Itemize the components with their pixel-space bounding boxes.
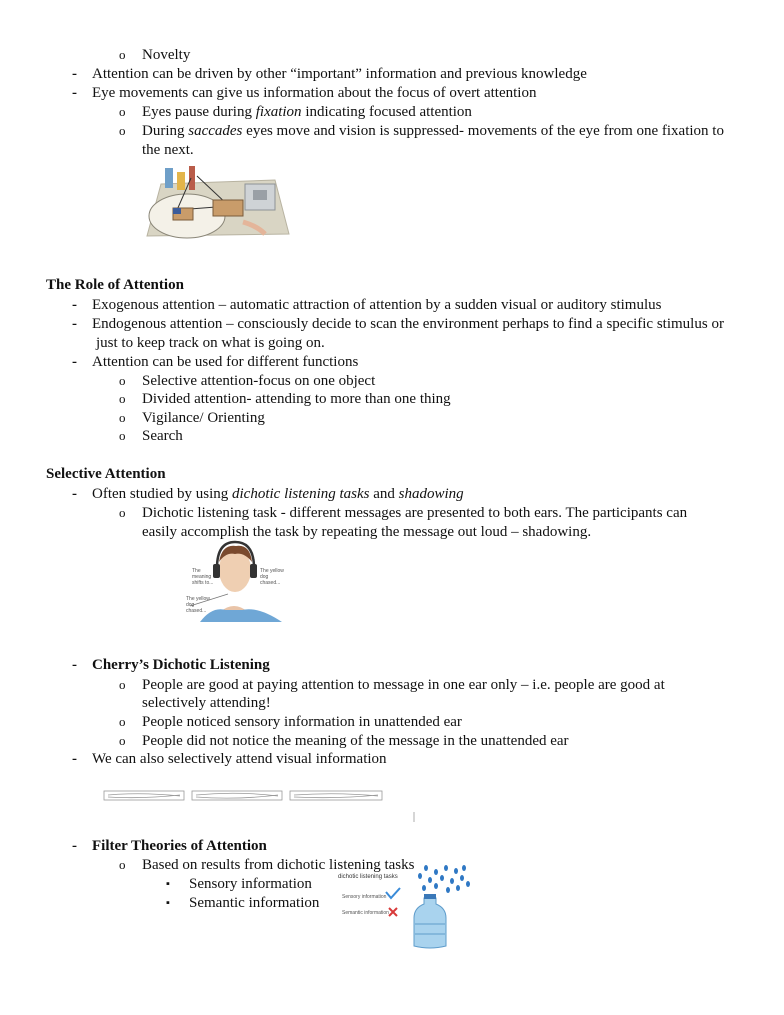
bullet-eye-movements: - Eye movements can give us information about the focus of overt attention (72, 85, 537, 101)
list-item-saccades: o During saccades eyes move and vision is suppressed- movements of the eye from one fixation to (119, 123, 724, 139)
fig-label-left-bottom: The yellow dog chased... (186, 596, 210, 614)
bullet-endogenous-cont: just to keep track on what is going on. (96, 335, 325, 351)
list-item-filter-basis: o Based on results from dichotic listening tasks (119, 857, 415, 873)
x-mark-icon (389, 908, 397, 916)
checkmark-icon (386, 888, 400, 898)
list-item-function: o Divided attention- attending to more than one thing (119, 391, 451, 407)
bullet-visual-information: - We can also selectively attend visual information (72, 751, 387, 767)
bullet-driven-by-knowledge: - Attention can be driven by other “important” information and previous knowledge (72, 66, 587, 82)
heading-selective-attention: Selective Attention (46, 466, 166, 482)
list-item-dichotic-task-cont: easily accomplish the task by repeating the message out loud – shadowing. (142, 524, 592, 540)
bullet-dichotic-shadowing: - Often studied by using dichotic listening tasks and shadowing (72, 486, 464, 502)
list-item-dichotic-task: o Dichotic listening task - different messages are presented to both ears. The participants can (119, 505, 688, 521)
list-item-cherry-finding: o People noticed sensory information in unattended ear (119, 714, 462, 730)
list-item-fixation: o Eyes pause during fixation indicating focused attention (119, 104, 472, 120)
water-bottle-drops-icon (336, 862, 476, 952)
fig-label-left-top: The meaning shifts to... (192, 568, 214, 586)
fig-sensory-label: Sensory information (342, 894, 387, 900)
bullet-cherry-heading: - Cherry’s Dichotic Listening (72, 657, 270, 673)
bullet-exogenous: - Exogenous attention – automatic attraction of attention by a sudden visual or auditory stimulus (72, 297, 662, 313)
list-item-function: o Search (119, 428, 183, 444)
filter-theory-illustration (336, 862, 476, 952)
list-item-cherry-finding: o People did not notice the meaning of the message in the unattended ear (119, 733, 569, 749)
list-item-cherry-finding-cont: selectively attending! (142, 695, 271, 711)
visual-stimuli-strip (102, 788, 420, 824)
fig-semantic-label: Semantic information (342, 910, 389, 916)
fig-title: dichotic listening tasks (338, 874, 398, 880)
list-item-saccades-cont: the next. (142, 142, 194, 158)
dichotic-listening-illustration (182, 540, 287, 622)
list-item-function: o Vigilance/ Orienting (119, 410, 265, 426)
bullet-endogenous: - Endogenous attention – consciously decide to scan the environment perhaps to find a specific stimulus or (72, 316, 724, 332)
list-item-cherry-finding: o People are good at paying attention to message in one ear only – i.e. people are good at (119, 677, 665, 693)
bullet-functions: - Attention can be used for different functions (72, 354, 359, 370)
heading-role-of-attention: The Role of Attention (46, 277, 184, 293)
list-item-semantic: ▪ Semantic information (166, 895, 320, 911)
bullet-filter-theories: - Filter Theories of Attention (72, 838, 267, 854)
eye-tracking-illustration (143, 164, 293, 240)
fig-label-right-top: The yellow dog chased... (260, 568, 284, 586)
list-item-sensory: ▪ Sensory information (166, 876, 312, 892)
list-item-novelty: o Novelty (119, 47, 191, 63)
list-item-function: o Selective attention-focus on one object (119, 373, 376, 389)
